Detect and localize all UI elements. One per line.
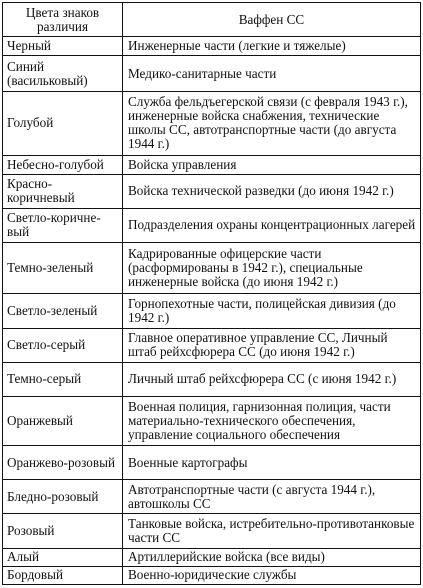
color-cell: Темно-серый <box>3 362 123 396</box>
units-cell: Военно-юридические службы <box>123 566 421 584</box>
units-cell: Артиллерийские войска (все виды) <box>123 548 421 566</box>
color-cell: Оранжевый <box>3 396 123 445</box>
table-row <box>3 294 421 328</box>
color-cell: Оранжево-розовый <box>3 446 123 480</box>
table-row <box>3 396 421 445</box>
table-header-row <box>3 3 421 37</box>
color-cell: Бордовый <box>3 566 123 584</box>
table-row <box>3 514 421 548</box>
units-cell: Военные картографы <box>123 446 421 480</box>
units-cell: Кадрированные офицерские части (расформированы в 1942 г.), специальные инженерные войска (до июня 1942 г.) <box>123 243 421 294</box>
units-cell: Служба фельдъегерской связи (с февраля 1943 г.), инженерные войска снабжения, технические школы СС, автотранспортные части (до августа 1944 г.) <box>123 92 421 155</box>
table-row <box>3 548 421 566</box>
table-row <box>3 328 421 362</box>
table-row <box>3 480 421 514</box>
color-cell: Черный <box>3 37 123 56</box>
units-cell: Войска управления <box>123 155 421 174</box>
color-cell: Светло-коричне-вый <box>3 208 123 242</box>
color-cell: Красно-коричневый <box>3 174 123 208</box>
table-row <box>3 243 421 294</box>
table-row <box>3 446 421 480</box>
color-cell: Светло-зеленый <box>3 294 123 328</box>
table-row <box>3 92 421 155</box>
color-cell: Алый <box>3 548 123 566</box>
color-cell: Синий (васильковый) <box>3 56 123 92</box>
color-cell: Розовый <box>3 514 123 548</box>
units-cell: Военная полиция, гарнизонная полиция, части материально-технического обеспечения, управление социального обеспечения <box>123 396 421 445</box>
color-cell: Голубой <box>3 92 123 155</box>
units-cell: Медико-санитарные части <box>123 56 421 92</box>
table-row <box>3 174 421 208</box>
color-cell: Светло-серый <box>3 328 123 362</box>
units-cell: Горнопехотные части, полицейская дивизия (до 1942 г.) <box>123 294 421 328</box>
table-row <box>3 208 421 242</box>
units-cell: Инженерные части (легкие и тяжелые) <box>123 37 421 56</box>
table-row <box>3 155 421 174</box>
insignia-colors-table <box>2 2 421 585</box>
table-row <box>3 362 421 396</box>
units-cell: Подразделения охраны концентрационных лагерей <box>123 208 421 242</box>
table-row <box>3 56 421 92</box>
units-cell: Главное оперативное управление СС, Личный штаб рейхсфюрера СС (до июня 1942 г.) <box>123 328 421 362</box>
color-cell: Небесно-голубой <box>3 155 123 174</box>
header-waffen-ss: Ваффен СС <box>123 3 421 37</box>
header-colors: Цвета знаков различия <box>3 3 123 37</box>
units-cell: Личный штаб рейхсфюрера СС (с июня 1942 г.) <box>123 362 421 396</box>
insignia-colors-table-container <box>2 2 420 585</box>
units-cell: Танковые войска, истребительно-противотанковые части СС <box>123 514 421 548</box>
units-cell: Автотранспортные части (с августа 1944 г.), автошколы СС <box>123 480 421 514</box>
table-row <box>3 566 421 584</box>
color-cell: Бледно-розовый <box>3 480 123 514</box>
table-row <box>3 37 421 56</box>
units-cell: Войска технической разведки (до июня 1942 г.) <box>123 174 421 208</box>
color-cell: Темно-зеленый <box>3 243 123 294</box>
